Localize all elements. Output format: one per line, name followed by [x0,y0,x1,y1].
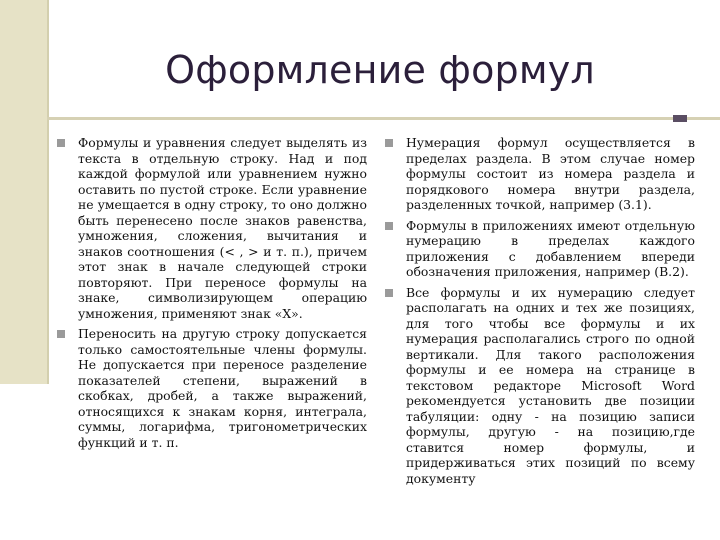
paragraph: Формулы и уравнения следует выделять из текста в отдельную строку. Над и под каждой формулой или уравнением нужно оставить по пустой строке. Если уравнение не умещается в одну строку, то оно должно быть перенесено после знаков равенства, умножения, сложения, вычитания и знаков соотношения (< , > и т. п.), причем этот знак в начале следующей строки повторяют. При переносе формулы на знаке, символизирующем операцию умножения, применяют знак «Х». [78,135,367,321]
paragraph: Нумерация формул осуществляется в пределах раздела. В этом случае номер формулы состоит из номера раздела и порядкового номера внутри раздела, разделенных точкой, например (3.1). [406,135,695,212]
title-rule [47,117,720,120]
list-item [383,218,695,280]
paragraph: Переносить на другую строку допускается только самостоятельные члены формулы. Не допускается при переносе разделение показателей степени, выражений в скобках, дробей, а также выражений, относящихся к знакам корня, интеграла, суммы, логарифма, тригонометрических функций и т. п. [78,326,367,450]
list-item [55,326,367,450]
square-bullet-icon [385,139,393,147]
paragraph: Формулы в приложениях имеют отдельную нумерацию в пределах каждого приложения с добавлением впереди обозначения приложения, например (В.2). [406,217,695,279]
list-item [55,135,367,321]
square-bullet-icon [385,222,393,230]
title-rule-accent [673,115,687,122]
square-bullet-icon [57,139,65,147]
list-item [383,285,695,487]
square-bullet-icon [57,330,65,338]
square-bullet-icon [385,289,393,297]
left-column [55,135,367,455]
list-item [383,135,695,213]
right-column [383,135,695,491]
page-title: Оформление формул [165,48,595,92]
paragraph: Все формулы и их нумерацию следует располагать на одних и тех же позициях, для того чтобы все формулы и их нумерация располагались строго по одной вертикали. Для такого расположения формулы и ее номера на странице в текстовом редакторе Microsoft Word рекомендуется установить две позиции табуляции: одну - на позицию записи формулы, другую - на позицию,где ставится номер формулы, и придерживаться этих позиций по всему документу [406,284,695,486]
